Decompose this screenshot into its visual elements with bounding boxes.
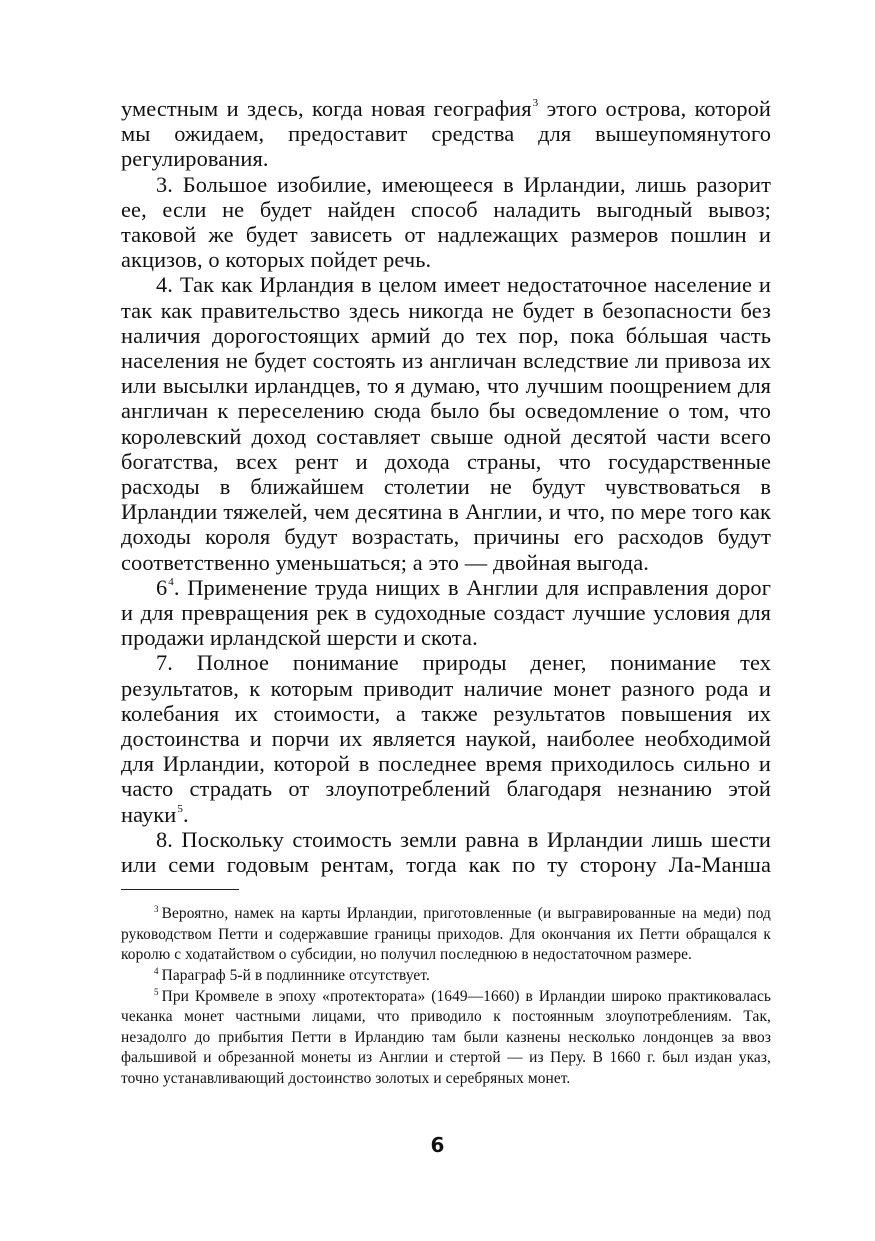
footnote-4 xyxy=(121,966,771,987)
footnote-3 xyxy=(121,904,771,966)
footnotes xyxy=(121,904,771,1089)
footnote-ref-3: 3 xyxy=(532,97,539,109)
footnote-mark: 5 xyxy=(154,986,159,997)
paragraph-4 xyxy=(121,575,771,651)
main-text xyxy=(121,96,771,877)
paragraph-5-text-a: 7. Полное понимание природы денег, понимание тех результатов, к которым приводит наличие монет разного рода и колебания их стоимости, а также результатов повышения их достоинства и порчи их является наукой, наиболее необходимой для Ирландии, которой в последнее время приходилось сильно и часто страдать от злоупотреблений благодаря незнанию этой науки xyxy=(121,650,771,827)
footnote-divider xyxy=(121,889,239,890)
paragraph-5 xyxy=(121,650,771,826)
page xyxy=(121,96,771,1090)
paragraph-1-text-b: этого острова, которой мы ожидаем, предоставит средства для вышеупомянутого регулирования. xyxy=(121,96,771,172)
page-number: 6 xyxy=(430,1133,445,1157)
footnote-mark: 3 xyxy=(154,904,159,915)
paragraph-4-number: 6 xyxy=(156,574,168,600)
paragraph-6: 8. Поскольку стоимость земли равна в Ирландии лишь шести или семи годовым рентам, тогда как по ту сторону Ла-Манша xyxy=(121,826,771,878)
paragraph-4-text: . Применение труда нищих в Англии для исправления дорог и для превращения рек в судоходные создаст лучшие условия для продажи ирландской шерсти и скота. xyxy=(121,574,771,651)
paragraph-1 xyxy=(121,96,771,172)
footnote-text: Параграф 5-й в подлиннике отсутствует. xyxy=(161,967,430,985)
footnote-mark: 4 xyxy=(154,966,159,977)
paragraph-3: 4. Так как Ирландия в целом имеет недостаточное население и так как правительство здесь никогда не будет в безопасности без наличия дорогостоящих армий до тех пор, пока бóльшая часть населения не будет состоять из англичан вследствие ли привоза их или высылки ирландцев, то я думаю, что лучшим поощрением для англичан к переселению сюда было бы осведомление о том, что королевский доход составляет свыше одной десятой части всего богатства, всех рент и дохода страны, что государственные расходы в ближайшем столетии не будут чувствоваться в Ирландии тяжелей, чем десятина в Англии, и что, по мере того как доходы короля будут возрастать, причины его расходов будут соответственно уменьшаться; а это — двойная выгода. xyxy=(121,272,771,575)
footnote-text: При Кромвеле в эпоху «протектората» (1649—1660) в Ирландии широко практиковалась чеканка монет частными лицами, что приводило к постоянным злоупотреблениям. Так, незадолго до прибытия Петти в Ирландию там были казнены несколько лондонцев за ввоз фальшивой и обрезанной монеты из Англии и стертой — из Перу. В 1660 г. был издан указ, точно устанавливающий достоинство золотых и серебряных монет. xyxy=(121,987,771,1088)
footnote-5 xyxy=(121,987,771,1090)
paragraph-2: 3. Большое изобилие, имеющееся в Ирландии, лишь разорит ее, если не будет найден способ наладить выгодный вывоз; таковой же будет зависеть от надлежащих размеров пошлин и акцизов, о которых пойдет речь. xyxy=(121,171,771,273)
footnote-ref-5: 5 xyxy=(177,802,183,815)
paragraph-5-text-b: . xyxy=(182,801,189,827)
paragraph-1-text-a: уместным и здесь, когда новая география xyxy=(121,96,532,121)
footnote-ref-4: 4 xyxy=(168,575,174,588)
footnote-text: Вероятно, намек на карты Ирландии, приготовленные (и выгравированные на меди) под руководством Петти и содержавшие границы приходов. Для окончания их Петти обращался к королю с ходатайством о субсидии, но получил последнюю в недостаточном размере. xyxy=(121,905,771,964)
